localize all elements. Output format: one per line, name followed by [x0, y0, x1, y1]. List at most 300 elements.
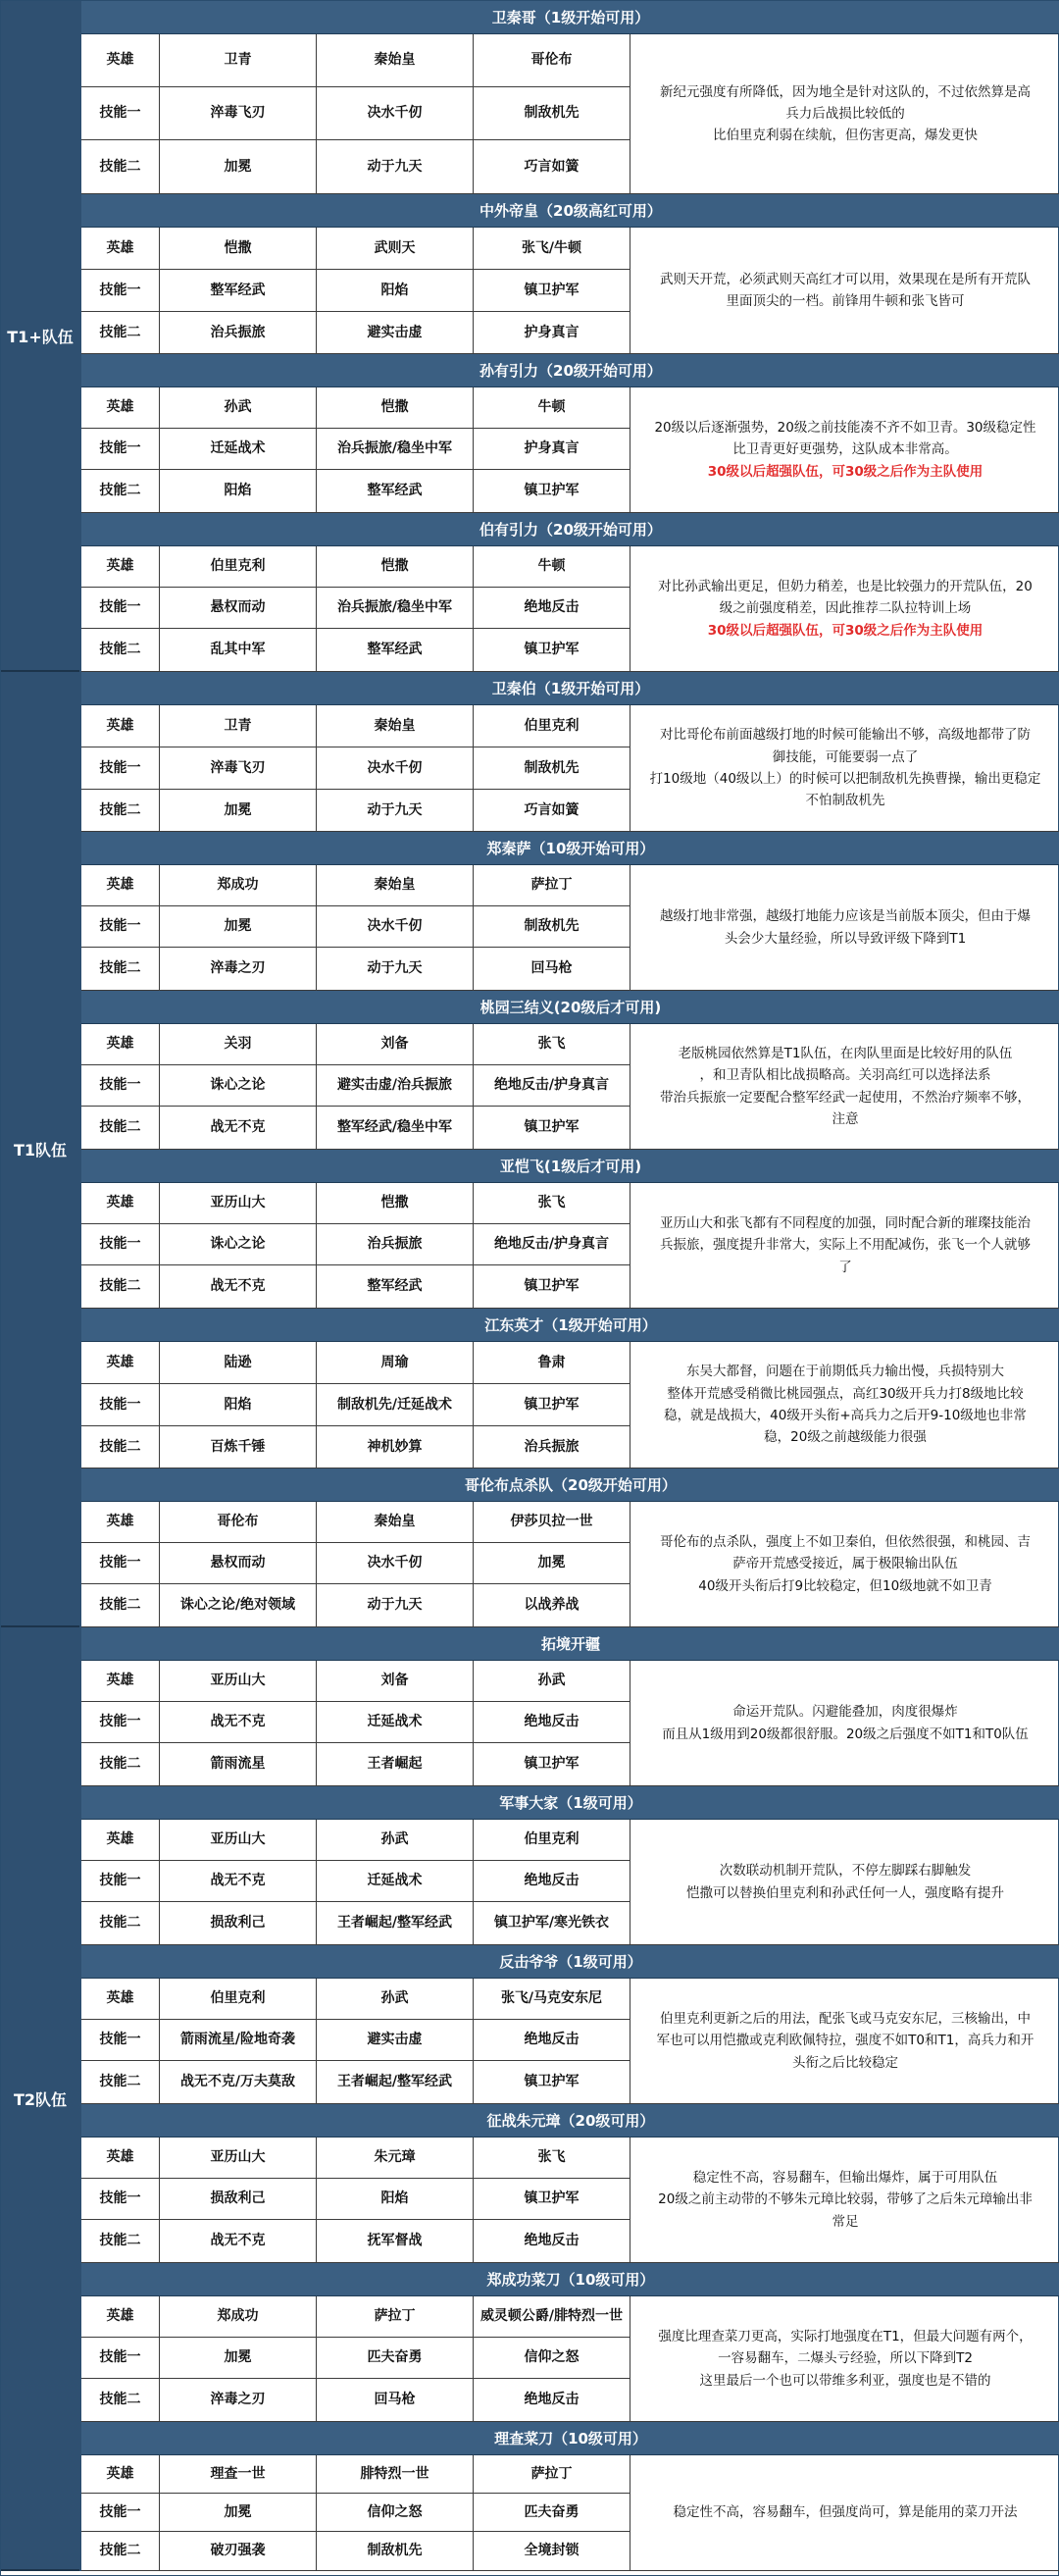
skill-cell: 乱其中军	[160, 629, 317, 671]
description-line: 比伯里克利弱在续航，但伤害更高，爆发更快	[713, 128, 978, 144]
lineup-grid	[81, 1979, 630, 2104]
skill-one-row	[81, 270, 630, 312]
skill-cell: 镇卫护军	[474, 1743, 630, 1785]
lineup-title: 卫秦哥（1级开始可用）	[81, 1, 1059, 34]
description-line: 强度比理查菜刀更高，实际打地强度在T1，但最大问题有两个，	[658, 2329, 1033, 2345]
skill-two-row	[81, 2379, 630, 2422]
row-label: 英雄	[81, 1502, 160, 1542]
lineup-body	[81, 2138, 1059, 2263]
description-line: 常足	[832, 2213, 859, 2230]
skill-cell: 动于九天	[317, 948, 474, 990]
skill-cell: 镇卫护军/寒光铁衣	[474, 1902, 630, 1944]
skill-cell: 镇卫护军	[474, 1265, 630, 1308]
skill-cell: 加冕	[160, 790, 317, 831]
tier-label: T2队伍	[1, 1627, 79, 2571]
skill-one-row	[81, 1384, 630, 1426]
row-label: 技能二	[81, 790, 160, 831]
lineup-grid	[81, 228, 630, 354]
lineup-block	[81, 194, 1059, 354]
skill-cell: 绝地反击/护身真言	[474, 1224, 630, 1264]
skill-cell: 避实击虚	[317, 312, 474, 353]
skill-cell: 绝地反击	[474, 588, 630, 628]
lineup-body	[81, 1024, 1059, 1150]
hero-cell: 恺撒	[317, 546, 474, 587]
skill-cell: 诛心之论	[160, 1224, 317, 1264]
description-line: 亚历山大和张飞都有不同程度的加强，同时配合新的璀璨技能治	[660, 1215, 1031, 1232]
row-label: 技能一	[81, 2494, 160, 2531]
skill-one-row	[81, 1065, 630, 1107]
skill-cell: 王者崛起/整军经武	[317, 2061, 474, 2103]
hero-cell: 鲁肃	[474, 1342, 630, 1383]
description-line: 头会少大量经验，所以导致评级下降到T1	[724, 930, 967, 947]
tier-label: T1+队伍	[1, 1, 79, 672]
skill-cell: 百炼千锤	[160, 1426, 317, 1468]
hero-cell: 恺撒	[317, 1183, 474, 1223]
description-line: 40级开头衔后打9比较稳定，但10级地就不如卫青	[698, 1577, 992, 1594]
description-line: 命运开荒队。闪避能叠加，肉度很爆炸	[732, 1704, 958, 1721]
lineup-block	[81, 672, 1059, 832]
description-line: 兵力后战损比较低的	[785, 105, 905, 122]
hero-cell: 秦始皇	[317, 865, 474, 905]
lineup-body	[81, 387, 1059, 513]
row-label: 英雄	[81, 34, 160, 86]
row-label: 英雄	[81, 1183, 160, 1223]
lineup-description	[630, 34, 1059, 194]
skill-one-row	[81, 87, 630, 140]
hero-cell: 威灵顿公爵/腓特烈一世	[474, 2296, 630, 2337]
lineup-description	[630, 228, 1059, 354]
skill-cell: 王者崛起/整军经武	[317, 1902, 474, 1944]
row-label: 技能二	[81, 140, 160, 193]
skill-cell: 治兵振旅/稳坐中军	[317, 588, 474, 628]
lineup-block	[81, 1468, 1059, 1627]
hero-cell: 孙武	[160, 387, 317, 428]
lineup-grid	[81, 387, 630, 513]
skill-one-row	[81, 588, 630, 629]
lineup-title: 征战朱元璋（20级可用）	[81, 2104, 1059, 2138]
row-label: 英雄	[81, 1820, 160, 1860]
row-label: 技能一	[81, 906, 160, 947]
row-label: 技能一	[81, 87, 160, 139]
skill-cell: 镇卫护军	[474, 629, 630, 671]
skill-cell: 以战养战	[474, 1584, 630, 1626]
description-line: 了	[838, 1259, 852, 1275]
row-label: 技能一	[81, 2338, 160, 2378]
skill-cell: 战无不克	[160, 2220, 317, 2262]
lineup-block	[81, 991, 1059, 1150]
lineup-body	[81, 865, 1059, 991]
lineup-description	[630, 1342, 1059, 1468]
lineup-body	[81, 34, 1059, 194]
hero-cell: 萨拉丁	[474, 865, 630, 905]
hero-cell: 刘备	[317, 1024, 474, 1064]
row-label: 英雄	[81, 1342, 160, 1383]
lineup-body	[81, 1183, 1059, 1309]
skill-cell: 回马枪	[317, 2379, 474, 2421]
lineup-block	[81, 1150, 1059, 1309]
hero-cell: 秦始皇	[317, 34, 474, 86]
skill-cell: 抚军督战	[317, 2220, 474, 2262]
skill-two-row	[81, 1743, 630, 1786]
skill-cell: 加冕	[160, 140, 317, 193]
skill-cell: 淬毒飞刃	[160, 87, 317, 139]
row-label: 技能二	[81, 1902, 160, 1944]
row-label: 技能二	[81, 2220, 160, 2262]
row-label: 技能一	[81, 429, 160, 469]
description-line: 对比哥伦布前面越级打地的时候可能输出不够，高级地都带了防	[660, 727, 1031, 744]
description-line: 老版桃园依然算是T1队伍，在肉队里面是比较好用的队伍	[678, 1045, 1013, 1061]
lineup-block	[81, 2422, 1059, 2571]
lineup-block	[81, 354, 1059, 513]
hero-cell: 朱元璋	[317, 2138, 474, 2178]
row-label: 技能二	[81, 312, 160, 353]
skill-cell: 绝地反击	[474, 2020, 630, 2060]
lineup-block	[81, 1309, 1059, 1468]
skill-cell: 巧言如簧	[474, 790, 630, 831]
lineup-title: 孙有引力（20级开始可用）	[81, 354, 1059, 387]
skill-two-row	[81, 790, 630, 832]
skill-cell: 阳焰	[317, 2179, 474, 2219]
lineup-title: 郑秦萨（10级开始可用）	[81, 832, 1059, 865]
skill-cell: 迁延战术	[317, 1702, 474, 1742]
hero-row	[81, 546, 630, 588]
skill-two-row	[81, 1584, 630, 1627]
lineup-grid	[81, 1661, 630, 1786]
hero-cell: 关羽	[160, 1024, 317, 1064]
description-line: ，和卫青队相比战损略高。关羽高红可以选择法系	[699, 1067, 991, 1084]
row-label: 技能二	[81, 629, 160, 671]
lineup-grid	[81, 34, 630, 194]
lineup-block	[81, 2263, 1059, 2422]
hero-cell: 刘备	[317, 1661, 474, 1701]
hero-cell: 秦始皇	[317, 1502, 474, 1542]
hero-row	[81, 2296, 630, 2338]
hero-cell: 孙武	[317, 1820, 474, 1860]
lineup-body	[81, 1502, 1059, 1627]
lineup-block	[81, 1945, 1059, 2104]
skill-cell: 加冕	[160, 2338, 317, 2378]
hero-cell: 伯里克利	[160, 1979, 317, 2019]
skill-cell: 镇卫护军	[474, 2179, 630, 2219]
skill-two-row	[81, 1426, 630, 1468]
skill-cell: 护身真言	[474, 429, 630, 469]
hero-cell: 亚历山大	[160, 2138, 317, 2178]
row-label: 技能一	[81, 1861, 160, 1901]
lineup-title: 卫秦伯（1级开始可用）	[81, 672, 1059, 705]
skill-cell: 制敌机先	[317, 2532, 474, 2570]
skill-cell: 淬毒之刃	[160, 948, 317, 990]
skill-one-row	[81, 2020, 630, 2061]
row-label: 技能二	[81, 1426, 160, 1468]
lineup-description	[630, 1661, 1059, 1786]
row-label: 技能二	[81, 1265, 160, 1308]
skill-cell: 绝地反击	[474, 1861, 630, 1901]
skill-one-row	[81, 429, 630, 470]
description-line: 御技能，可能要弱一点了	[772, 748, 919, 765]
skill-cell: 战无不克/万夫莫敌	[160, 2061, 317, 2103]
description-line: 而且从1级用到20级都很舒服。20级之后强度不如T1和T0队伍	[662, 1726, 1029, 1742]
hero-cell: 武则天	[317, 228, 474, 269]
hero-row	[81, 1502, 630, 1543]
row-label: 英雄	[81, 228, 160, 269]
hero-cell: 亚历山大	[160, 1820, 317, 1860]
lineup-body	[81, 1661, 1059, 1786]
row-label: 英雄	[81, 1661, 160, 1701]
skill-cell: 神机妙算	[317, 1426, 474, 1468]
lineup-body	[81, 1342, 1059, 1468]
hero-row	[81, 865, 630, 906]
skill-one-row	[81, 1224, 630, 1265]
row-label: 技能一	[81, 1224, 160, 1264]
skill-cell: 迁延战术	[160, 429, 317, 469]
lineup-block	[81, 1786, 1059, 1945]
skill-cell: 战无不克	[160, 1107, 317, 1149]
row-label: 英雄	[81, 2296, 160, 2337]
lineup-body	[81, 2455, 1059, 2571]
hero-cell: 腓特烈一世	[317, 2455, 474, 2493]
lineup-description	[630, 2455, 1059, 2571]
hero-cell: 伯里克利	[474, 705, 630, 747]
skill-cell: 绝地反击	[474, 2220, 630, 2262]
row-label: 技能一	[81, 1543, 160, 1583]
skill-cell: 绝地反击	[474, 1702, 630, 1742]
lineup-grid	[81, 2455, 630, 2571]
skill-cell: 匹夫奋勇	[474, 2494, 630, 2531]
skill-cell: 制敌机先	[474, 87, 630, 139]
lineup-grid	[81, 546, 630, 672]
description-line: 萨帝开荒感受接近，属于极限输出队伍	[732, 1556, 958, 1572]
hero-cell: 牛顿	[474, 546, 630, 587]
row-label: 技能一	[81, 270, 160, 311]
highlight-note: 30级以后超强队伍，可30级之后作为主队使用	[707, 463, 983, 480]
description-line: 军也可以用恺撒或克利欧佩特拉，强度不如T0和T1，高兵力和开	[656, 2033, 1034, 2049]
skill-cell: 镇卫护军	[474, 2061, 630, 2103]
lineup-title: 反击爷爷（1级可用）	[81, 1945, 1059, 1979]
skill-cell: 回马枪	[474, 948, 630, 990]
hero-cell: 伊莎贝拉一世	[474, 1502, 630, 1542]
hero-row	[81, 387, 630, 429]
hero-row	[81, 1342, 630, 1384]
row-label: 技能二	[81, 1743, 160, 1785]
row-label: 技能一	[81, 1702, 160, 1742]
skill-one-row	[81, 2494, 630, 2532]
hero-row	[81, 228, 630, 270]
skill-one-row	[81, 906, 630, 948]
skill-cell: 整军经武	[317, 1265, 474, 1308]
description-line: 带治兵振旅一定要配合整军经武一起使用，不然治疗频率不够，	[660, 1089, 1031, 1106]
skill-cell: 治兵振旅	[317, 1224, 474, 1264]
description-line: 不怕制敌机先	[805, 793, 885, 809]
skill-two-row	[81, 2532, 630, 2571]
skill-two-row	[81, 2061, 630, 2104]
skill-cell: 治兵振旅/稳坐中军	[317, 429, 474, 469]
description-line: 对比孙武输出更足，但奶力稍差，也是比较强力的开荒队伍，20	[658, 579, 1033, 595]
skill-cell: 决水千仞	[317, 87, 474, 139]
lineup-block	[81, 832, 1059, 991]
description-line: 里面顶尖的一档。前锋用牛顿和张飞皆可	[726, 293, 965, 309]
skill-cell: 决水千仞	[317, 1543, 474, 1583]
skill-cell: 整军经武	[317, 470, 474, 512]
lineup-grid	[81, 1183, 630, 1309]
skill-cell: 护身真言	[474, 312, 630, 353]
hero-cell: 张飞	[474, 1183, 630, 1223]
lineup-body	[81, 1979, 1059, 2104]
row-label: 技能二	[81, 2379, 160, 2421]
lineup-block	[81, 1, 1059, 194]
skill-cell: 镇卫护军	[474, 470, 630, 512]
lineup-body	[81, 228, 1059, 354]
tier-label: T1队伍	[1, 672, 79, 1627]
row-label: 英雄	[81, 865, 160, 905]
lineup-grid	[81, 2138, 630, 2263]
hero-cell: 郑成功	[160, 2296, 317, 2337]
skill-cell: 加冕	[474, 1543, 630, 1583]
skill-cell: 绝地反击	[474, 2379, 630, 2421]
hero-cell: 亚历山大	[160, 1661, 317, 1701]
hero-cell: 卫青	[160, 34, 317, 86]
lineup-grid	[81, 865, 630, 991]
lineup-grid	[81, 1502, 630, 1627]
description-line: 稳，就是战损大，40级开头衔+高兵力之后开9-10级地也非常	[664, 1408, 1027, 1423]
hero-cell: 郑成功	[160, 865, 317, 905]
row-label: 英雄	[81, 546, 160, 587]
lineup-body	[81, 705, 1059, 832]
lineup-description	[630, 1183, 1059, 1309]
row-label: 英雄	[81, 2138, 160, 2178]
hero-row	[81, 1979, 630, 2020]
description-line: 整体开荒感受稍微比桃园强点，高红30级开兵力打8级地比较	[667, 1385, 1024, 1402]
hero-row	[81, 1024, 630, 1065]
hero-cell: 恺撒	[160, 228, 317, 269]
lineup-block	[81, 2104, 1059, 2263]
hero-cell: 牛顿	[474, 387, 630, 428]
lineup-description	[630, 2138, 1059, 2263]
lineup-title: 哥伦布点杀队（20级开始可用）	[81, 1468, 1059, 1502]
skill-cell: 全境封锁	[474, 2532, 630, 2570]
row-label: 英雄	[81, 1024, 160, 1064]
row-label: 技能一	[81, 2020, 160, 2060]
skill-cell: 整军经武	[317, 629, 474, 671]
description-line: 级之前强度稍差，因此推荐二队拉特训上场	[719, 600, 972, 617]
skill-cell: 损敌利己	[160, 1902, 317, 1944]
hero-cell: 理查一世	[160, 2455, 317, 2493]
skill-cell: 制敌机先	[474, 747, 630, 789]
skill-two-row	[81, 470, 630, 513]
skill-cell: 战无不克	[160, 1265, 317, 1308]
lineup-title: 拓境开疆	[81, 1627, 1059, 1661]
row-label: 技能一	[81, 2179, 160, 2219]
lineup-title: 理查菜刀（10级可用）	[81, 2422, 1059, 2455]
hero-row	[81, 1661, 630, 1702]
lineup-description	[630, 1820, 1059, 1945]
skill-cell: 诛心之论	[160, 1065, 317, 1106]
hero-cell: 张飞/牛顿	[474, 228, 630, 269]
description-line: 东吴大都督，问题在于前期低兵力输出慢，兵损特别大	[686, 1364, 1004, 1380]
skill-cell: 箭雨流星	[160, 1743, 317, 1785]
lineup-body	[81, 2296, 1059, 2422]
skill-two-row	[81, 312, 630, 354]
description-line: 越级打地非常强，越级打地能力应该是当前版本顶尖，但由于爆	[660, 908, 1031, 925]
skill-one-row	[81, 747, 630, 790]
hero-cell: 周瑜	[317, 1342, 474, 1383]
row-label: 技能二	[81, 1107, 160, 1149]
description-line: 次数联动机制开荒队，不停左脚踩右脚触发	[719, 1863, 972, 1880]
row-label: 英雄	[81, 2455, 160, 2493]
skill-cell: 王者崛起	[317, 1743, 474, 1785]
row-label: 技能二	[81, 948, 160, 990]
row-label: 技能二	[81, 1584, 160, 1626]
skill-one-row	[81, 1702, 630, 1743]
skill-cell: 决水千仞	[317, 906, 474, 947]
hero-row	[81, 2455, 630, 2494]
skill-cell: 绝地反击/护身真言	[474, 1065, 630, 1106]
row-label: 技能一	[81, 747, 160, 789]
skill-two-row	[81, 629, 630, 672]
description-line: 武则天开荒，必须武则天高红才可以用，效果现在是所有开荒队	[660, 271, 1031, 287]
lineup-grid	[81, 1024, 630, 1150]
hero-cell: 哥伦布	[474, 34, 630, 86]
description-line: 伯里克利更新之后的用法，配张飞或马克安东尼，三核输出，中	[660, 2011, 1031, 2028]
skill-cell: 战无不克	[160, 1861, 317, 1901]
skill-two-row	[81, 2220, 630, 2263]
hero-cell: 张飞	[474, 1024, 630, 1064]
skill-two-row	[81, 948, 630, 991]
skill-cell: 动于九天	[317, 790, 474, 831]
lineup-title: 郑成功菜刀（10级可用）	[81, 2263, 1059, 2296]
skill-cell: 决水千仞	[317, 747, 474, 789]
row-label: 英雄	[81, 387, 160, 428]
hero-cell: 萨拉丁	[474, 2455, 630, 2493]
skill-two-row	[81, 140, 630, 194]
skill-cell: 信仰之怒	[317, 2494, 474, 2531]
hero-row	[81, 1183, 630, 1224]
skill-cell: 加冕	[160, 906, 317, 947]
hero-cell: 张飞	[474, 2138, 630, 2178]
skill-one-row	[81, 2338, 630, 2379]
skill-cell: 避实击虚	[317, 2020, 474, 2060]
lineup-description	[630, 865, 1059, 991]
skill-cell: 战无不克	[160, 1702, 317, 1742]
skill-cell: 诛心之论/绝对领域	[160, 1584, 317, 1626]
description-line: 稳，20级之前越级能力很强	[764, 1429, 927, 1446]
skill-cell: 动于九天	[317, 1584, 474, 1626]
description-line: 这里最后一个也可以带维多利亚，强度也是不错的	[699, 2372, 991, 2389]
hero-cell: 亚历山大	[160, 1183, 317, 1223]
skill-cell: 阳焰	[317, 270, 474, 311]
skill-cell: 淬毒飞刃	[160, 747, 317, 789]
hero-cell: 张飞/马克安东尼	[474, 1979, 630, 2019]
skill-two-row	[81, 1265, 630, 1309]
hero-cell: 卫青	[160, 705, 317, 747]
hero-row	[81, 34, 630, 87]
lineup-description	[630, 705, 1059, 832]
hero-cell: 陆逊	[160, 1342, 317, 1383]
skill-cell: 制敌机先/迁延战术	[317, 1384, 474, 1425]
lineup-grid	[81, 705, 630, 832]
lineup-description	[630, 1024, 1059, 1150]
description-line: 比卫青更好更强势，这队成本非常高。	[732, 441, 958, 458]
description-line: 哥伦布的点杀队，强度上不如卫秦伯，但依然很强，和桃园、吉	[660, 1534, 1031, 1551]
row-label: 技能二	[81, 470, 160, 512]
hero-cell: 孙武	[474, 1661, 630, 1701]
row-label: 技能一	[81, 1065, 160, 1106]
lineup-grid	[81, 2296, 630, 2422]
lineup-description	[630, 387, 1059, 513]
skill-cell: 加冕	[160, 2494, 317, 2531]
description-line: 新纪元强度有所降低，因为地全是针对这队的，不过依然算是高	[660, 83, 1031, 100]
hero-cell: 恺撒	[317, 387, 474, 428]
skill-cell: 巧言如簧	[474, 140, 630, 193]
